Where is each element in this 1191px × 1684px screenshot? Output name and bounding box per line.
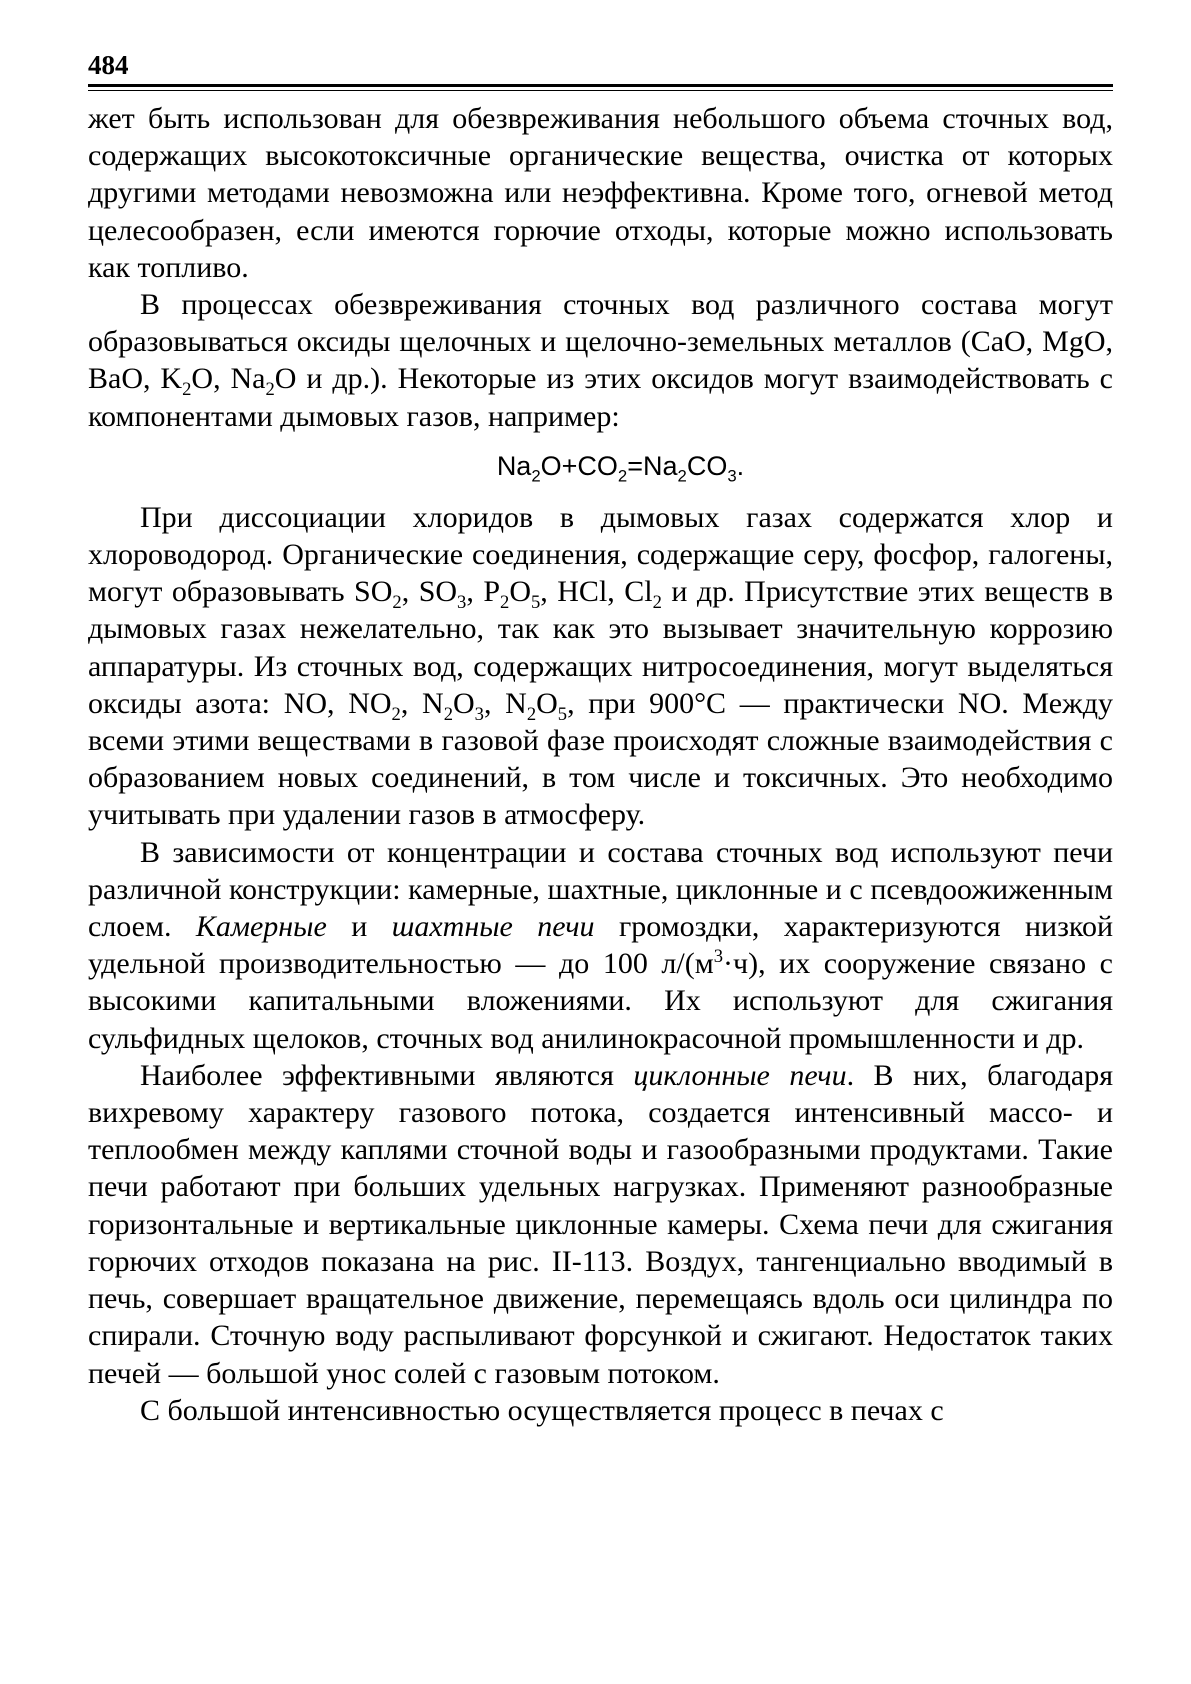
- italic-term-shaft-furnaces: шахтные печи: [391, 910, 595, 944]
- body-text: [88, 100, 1113, 1429]
- paragraph-1: жет быть использован для обезвреживания небольшого объема сточных вод, содержащих высокотоксичные органические вещества, очистка от которых другими методами невозможна или неэффективна. Кроме того, огневой метод целесообразен, если имеются горючие отходы, которые можно использовать как топливо.: [88, 102, 1113, 284]
- header-rule-thick: [88, 84, 1113, 87]
- paragraph-2: В процессах обезвреживания сточных вод различного состава могут образовываться оксиды щелочных и щелочно-земельных металлов (CaO, MgO, BaO, $K_2O$, $Na_2O$ и др.). Некоторые из этих оксидов могут взаимодействовать с компонентами дымовых газов, например:: [88, 288, 1113, 433]
- italic-term-chamber-furnaces: Камерные: [195, 910, 327, 944]
- paragraph-4: В зависимости от концентрации и состава сточных вод используют печи различной конструкции: камерные, шахтные, циклонные и с псевдоожиженным слоем. Камерные и шахтные печи громоздки, характеризуются низкой удельной производительностью — до 100 $л/(м^3\cdot ч)$, их сооружение связано с высокими капитальными вложениями. Их используют для сжигания сульфидных щелоков, сточных вод анилинокрасочной промышленности и др.: [88, 835, 1114, 1055]
- header-rule-thin: [88, 90, 1113, 91]
- page-header: [88, 50, 1113, 84]
- paragraph-3: При диссоциации хлоридов в дымовых газах содержатся хлор и хлороводород. Органические соединения, содержащие серу, фосфор, галогены, могут образовывать $SO_2$, $SO_3$, $P_2O_5$, HCl, $Cl_2$ и др. Присутствие этих веществ в дымовых газах нежелательно, так как это вызывает значительную коррозию аппаратуры. Из сточных вод, содержащих нитросоединения, могут выделяться оксиды азота: NO, $NO_2$, $N_2O_3$, $N_2O_5$, при 900°C — практически NO. Между всеми этими веществами в газовой фазе происходят сложные взаимодействия с образованием новых соединений, в том числе и токсичных. Это необходимо учитывать при удалении газов в атмосферу.: [88, 500, 1114, 832]
- chemical-equation: $Na_2O+CO_2=Na_2CO_3$.: [496, 450, 745, 486]
- book-page: [88, 50, 1113, 1429]
- paragraph-6: С большой интенсивностью осуществляется процесс в печах с: [140, 1393, 944, 1427]
- italic-term-cyclone-furnaces: циклонные печи: [633, 1058, 847, 1092]
- paragraph-5: Наиболее эффективными являются циклонные печи. В них, благодаря вихревому характеру газового потока, создается интенсивный массо- и теплообмен между каплями сточной воды и газообразными продуктами. Такие печи работают при больших удельных нагрузках. Применяют разнообразные горизонтальные и вертикальные циклонные камеры. Схема печи для сжигания горючих отходов показана на рис. II-113. Воздух, тангенциально вводимый в печь, совершает вращательное движение, перемещаясь вдоль оси цилиндра по спирали. Сточную воду распыливают форсункой и сжигают. Недостаток таких печей — большой унос солей с газовым потоком.: [88, 1058, 1114, 1390]
- page-number: 484: [88, 50, 129, 80]
